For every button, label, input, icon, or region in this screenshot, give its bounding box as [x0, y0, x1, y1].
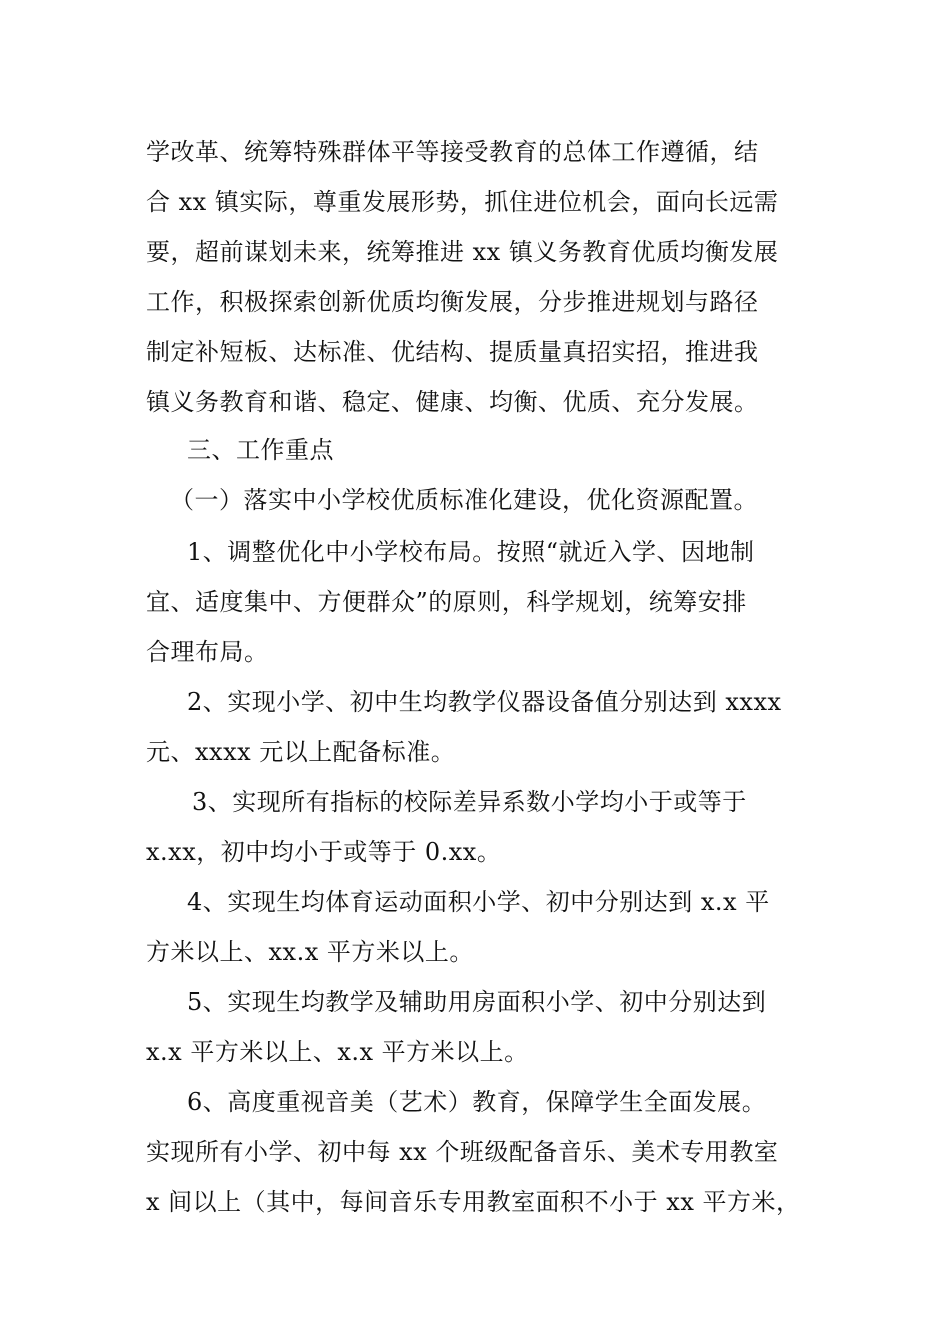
- text-line: 3、实现所有指标的校际差异系数小学均小于或等于: [192, 788, 747, 816]
- text-line: 合理布局。: [146, 638, 269, 666]
- text-line: 方米以上、xx.x 平方米以上。: [146, 938, 474, 966]
- text-line: 工作，积极探索创新优质均衡发展，分步推进规划与路径: [146, 288, 759, 316]
- subsection-heading: （一）落实中小学校优质标准化建设，优化资源配置。: [170, 486, 758, 514]
- text-line: 镇义务教育和谐、稳定、健康、均衡、优质、充分发展。: [146, 388, 759, 416]
- text-line: 1、调整优化中小学校布局。按照“就近入学、因地制: [187, 538, 755, 566]
- text-line: x.xx，初中均小于或等于 0.xx。: [146, 838, 502, 866]
- text-line: 5、实现生均教学及辅助用房面积小学、初中分别达到: [187, 988, 767, 1016]
- text-line: 学改革、统筹特殊群体平等接受教育的总体工作遵循，结: [146, 138, 759, 166]
- text-line: 要，超前谋划未来，统筹推进 xx 镇义务教育优质均衡发展: [146, 238, 779, 266]
- text-line: x.x 平方米以上、x.x 平方米以上。: [146, 1038, 529, 1066]
- text-line: 4、实现生均体育运动面积小学、初中分别达到 x.x 平: [187, 888, 770, 916]
- text-line: 元、xxxx 元以上配备标准。: [146, 738, 456, 766]
- text-line: 6、高度重视音美（艺术）教育，保障学生全面发展。: [187, 1088, 767, 1116]
- text-line: 合 xx 镇实际，尊重发展形势，抓住进位机会，面向长远需: [146, 188, 779, 216]
- text-line: 制定补短板、达标准、优结构、提质量真招实招，推进我: [146, 338, 759, 366]
- section-heading: 三、工作重点: [187, 436, 334, 464]
- text-line: 实现所有小学、初中每 xx 个班级配备音乐、美术专用教室: [146, 1138, 779, 1166]
- text-line: 宜、适度集中、方便群众”的原则，科学规划，统筹安排: [146, 588, 747, 616]
- text-line: 2、实现小学、初中生均教学仪器设备值分别达到 xxxx: [187, 688, 782, 716]
- text-line: x 间以上（其中，每间音乐专用教室面积不小于 xx 平方米，: [146, 1188, 801, 1216]
